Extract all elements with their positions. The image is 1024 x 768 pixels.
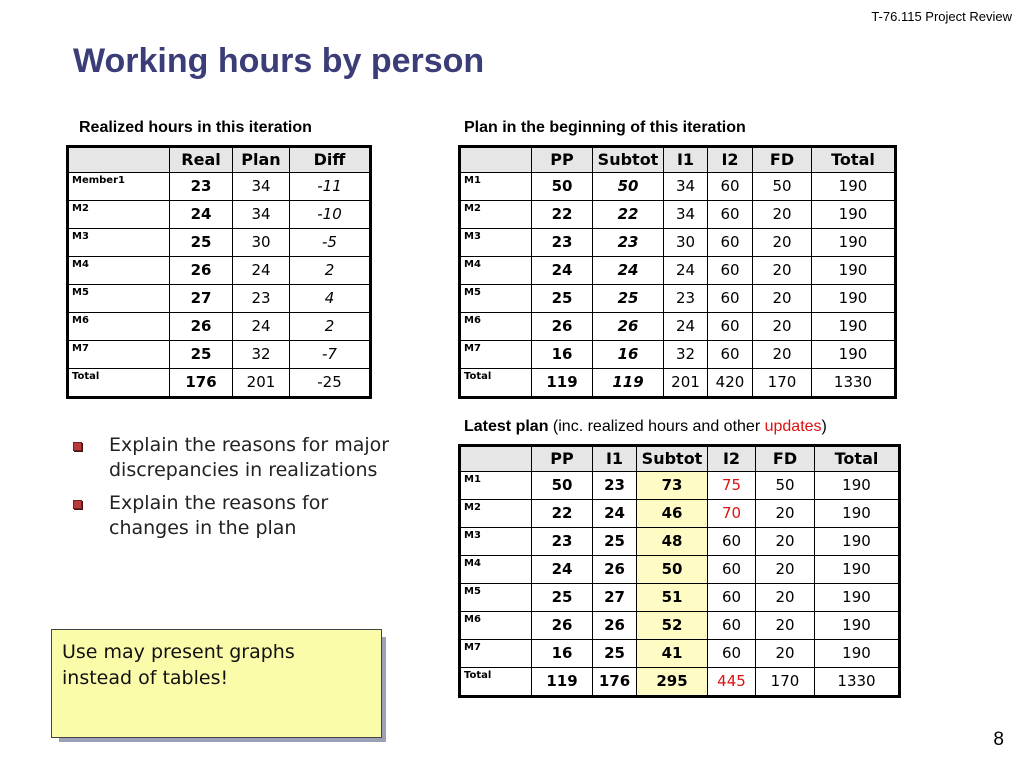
- cell-diff: 2: [290, 313, 371, 341]
- column-header: FD: [756, 446, 815, 472]
- row-label: Total: [68, 369, 170, 398]
- cell-plan: 201: [233, 369, 290, 398]
- column-header: PP: [532, 147, 593, 173]
- cell-plan: 23: [233, 285, 290, 313]
- cell-subtot: 48: [637, 528, 708, 556]
- table-row: [460, 612, 900, 640]
- cell-fd: 20: [756, 584, 815, 612]
- bullet-list: [73, 433, 403, 549]
- note-box: [51, 629, 382, 738]
- column-header: FD: [753, 147, 812, 173]
- row-label: M7: [460, 341, 532, 369]
- realized-caption: Realized hours in this iteration: [79, 119, 312, 136]
- row-label: Total: [460, 369, 532, 398]
- row-label: M2: [460, 500, 532, 528]
- table-row: [68, 313, 371, 341]
- square-bullet-icon: [73, 442, 82, 451]
- cell-fd: 20: [753, 341, 812, 369]
- column-header: I1: [664, 147, 708, 173]
- cell-pp: 23: [532, 528, 593, 556]
- row-label: M7: [68, 341, 170, 369]
- cell-total: 1330: [812, 369, 896, 398]
- cell-subtot: 16: [593, 341, 664, 369]
- column-header: Subtot: [593, 147, 664, 173]
- original-plan-caption: Plan in the beginning of this iteration: [464, 119, 746, 136]
- table-row: [68, 257, 371, 285]
- table-header-row: [460, 147, 896, 173]
- table-row: [460, 500, 900, 528]
- cell-pp: 50: [532, 472, 593, 500]
- cell-plan: 30: [233, 229, 290, 257]
- square-bullet-icon: [73, 500, 82, 509]
- cell-plan: 24: [233, 257, 290, 285]
- cell-fd: 20: [756, 556, 815, 584]
- cell-subtot: 73: [637, 472, 708, 500]
- cell-subtot: 26: [593, 313, 664, 341]
- table-header-row: [68, 147, 371, 173]
- cell-i1: 30: [664, 229, 708, 257]
- cell-fd: 20: [756, 500, 815, 528]
- cell-total: 190: [815, 556, 900, 584]
- column-header: PP: [532, 446, 593, 472]
- cell-plan: 24: [233, 313, 290, 341]
- row-label: M6: [460, 612, 532, 640]
- cell-i1: 34: [664, 173, 708, 201]
- column-header: Plan: [233, 147, 290, 173]
- cell-i2: 70: [708, 500, 756, 528]
- cell-i2: 60: [708, 528, 756, 556]
- cell-total: 190: [815, 472, 900, 500]
- cell-i2: 60: [708, 341, 753, 369]
- row-label: M2: [460, 201, 532, 229]
- cell-i1: 23: [664, 285, 708, 313]
- table-row: [68, 201, 371, 229]
- latest-plan-caption: [464, 418, 827, 436]
- cell-i2: 60: [708, 229, 753, 257]
- cell-total: 190: [812, 173, 896, 201]
- cell-fd: 20: [753, 257, 812, 285]
- row-label: M5: [460, 285, 532, 313]
- cell-fd: 50: [756, 472, 815, 500]
- table-row: [68, 341, 371, 369]
- cell-real: 24: [170, 201, 233, 229]
- row-label: M7: [460, 640, 532, 668]
- cell-fd: 20: [753, 313, 812, 341]
- cell-i1: 25: [593, 528, 637, 556]
- cell-i2: 60: [708, 556, 756, 584]
- realized-hours-table: [66, 145, 372, 399]
- cell-i2: 60: [708, 201, 753, 229]
- cell-total: 190: [815, 640, 900, 668]
- cell-fd: 20: [753, 285, 812, 313]
- row-label: M4: [460, 257, 532, 285]
- cell-i2: 75: [708, 472, 756, 500]
- bullet-text: Explain the reasons for major discrepancies in realizations: [109, 434, 390, 481]
- table-row: [460, 257, 896, 285]
- cell-fd: 50: [753, 173, 812, 201]
- cell-subtot: 46: [637, 500, 708, 528]
- cell-plan: 34: [233, 173, 290, 201]
- table-row: [68, 369, 371, 398]
- cell-real: 26: [170, 313, 233, 341]
- cell-pp: 119: [532, 668, 593, 697]
- course-reference: T-76.115 Project Review: [871, 9, 1012, 24]
- cell-fd: 170: [753, 369, 812, 398]
- column-header: Diff: [290, 147, 371, 173]
- cell-i2: 60: [708, 285, 753, 313]
- cell-subtot: 41: [637, 640, 708, 668]
- cell-pp: 24: [532, 556, 593, 584]
- column-header: I2: [708, 147, 753, 173]
- row-label: M1: [460, 472, 532, 500]
- table-row: [68, 285, 371, 313]
- cell-real: 27: [170, 285, 233, 313]
- cell-subtot: 22: [593, 201, 664, 229]
- table-row: [460, 341, 896, 369]
- cell-total: 190: [815, 612, 900, 640]
- cell-subtot: 52: [637, 612, 708, 640]
- cell-total: 190: [815, 528, 900, 556]
- cell-fd: 20: [756, 528, 815, 556]
- corner-cell: [460, 446, 532, 472]
- cell-total: 190: [812, 285, 896, 313]
- cell-i2: 60: [708, 173, 753, 201]
- cell-real: 26: [170, 257, 233, 285]
- corner-cell: [68, 147, 170, 173]
- cell-fd: 20: [756, 612, 815, 640]
- cell-i1: 32: [664, 341, 708, 369]
- cell-fd: 20: [756, 640, 815, 668]
- row-label: M5: [68, 285, 170, 313]
- cell-i2: 60: [708, 257, 753, 285]
- cell-diff: -11: [290, 173, 371, 201]
- cell-real: 176: [170, 369, 233, 398]
- cell-pp: 119: [532, 369, 593, 398]
- row-label: M3: [460, 528, 532, 556]
- cell-pp: 26: [532, 313, 593, 341]
- cell-total: 1330: [815, 668, 900, 697]
- table-row: [460, 528, 900, 556]
- cell-pp: 22: [532, 500, 593, 528]
- cell-i1: 34: [664, 201, 708, 229]
- latest-plan-caption-updates: updates: [764, 418, 822, 435]
- table-row: [460, 556, 900, 584]
- cell-fd: 20: [753, 229, 812, 257]
- table-row: [460, 313, 896, 341]
- cell-subtot: 50: [593, 173, 664, 201]
- slide-title: Working hours by person: [73, 42, 485, 80]
- cell-i1: 24: [593, 500, 637, 528]
- cell-i2: 420: [708, 369, 753, 398]
- cell-i1: 25: [593, 640, 637, 668]
- cell-diff: -5: [290, 229, 371, 257]
- column-header: I1: [593, 446, 637, 472]
- cell-i2: 60: [708, 640, 756, 668]
- cell-real: 25: [170, 341, 233, 369]
- row-label: M2: [68, 201, 170, 229]
- cell-diff: -7: [290, 341, 371, 369]
- cell-fd: 170: [756, 668, 815, 697]
- cell-i1: 26: [593, 556, 637, 584]
- cell-total: 190: [815, 500, 900, 528]
- row-label: M6: [460, 313, 532, 341]
- cell-total: 190: [812, 313, 896, 341]
- table-row: [460, 285, 896, 313]
- cell-subtot: 50: [637, 556, 708, 584]
- column-header: I2: [708, 446, 756, 472]
- cell-subtot: 25: [593, 285, 664, 313]
- table-row: [68, 173, 371, 201]
- cell-subtot: 119: [593, 369, 664, 398]
- cell-total: 190: [812, 257, 896, 285]
- cell-pp: 16: [532, 341, 593, 369]
- cell-pp: 16: [532, 640, 593, 668]
- cell-i1: 23: [593, 472, 637, 500]
- table-header-row: [460, 446, 900, 472]
- bullet-item: [73, 491, 403, 541]
- cell-subtot: 23: [593, 229, 664, 257]
- row-label: Total: [460, 668, 532, 697]
- table-row: [460, 201, 896, 229]
- cell-i1: 201: [664, 369, 708, 398]
- row-label: M5: [460, 584, 532, 612]
- cell-pp: 26: [532, 612, 593, 640]
- cell-i1: 27: [593, 584, 637, 612]
- column-header: Subtot: [637, 446, 708, 472]
- column-header: Total: [812, 147, 896, 173]
- cell-plan: 32: [233, 341, 290, 369]
- cell-subtot: 51: [637, 584, 708, 612]
- table-row: [68, 229, 371, 257]
- cell-pp: 23: [532, 229, 593, 257]
- cell-diff: 4: [290, 285, 371, 313]
- cell-diff: -10: [290, 201, 371, 229]
- corner-cell: [460, 147, 532, 173]
- table-row: [460, 584, 900, 612]
- cell-i2: 60: [708, 612, 756, 640]
- table-row: [460, 472, 900, 500]
- column-header: Real: [170, 147, 233, 173]
- cell-i1: 24: [664, 313, 708, 341]
- row-label: M1: [460, 173, 532, 201]
- cell-total: 190: [812, 341, 896, 369]
- table-row: [460, 668, 900, 697]
- table-row: [460, 173, 896, 201]
- latest-plan-caption-mid: (inc. realized hours and other: [548, 418, 765, 435]
- row-label: M4: [460, 556, 532, 584]
- latest-plan-caption-bold: Latest plan: [464, 418, 549, 435]
- cell-total: 190: [812, 229, 896, 257]
- cell-i1: 24: [664, 257, 708, 285]
- cell-pp: 22: [532, 201, 593, 229]
- cell-i2: 445: [708, 668, 756, 697]
- page-number: 8: [993, 729, 1004, 750]
- cell-fd: 20: [753, 201, 812, 229]
- latest-plan-caption-end: ): [821, 418, 827, 435]
- row-label: Member1: [68, 173, 170, 201]
- cell-diff: -25: [290, 369, 371, 398]
- note-text: Use may present graphs instead of tables!: [62, 641, 295, 689]
- cell-subtot: 295: [637, 668, 708, 697]
- cell-i1: 26: [593, 612, 637, 640]
- cell-subtot: 24: [593, 257, 664, 285]
- cell-real: 25: [170, 229, 233, 257]
- column-header: Total: [815, 446, 900, 472]
- table-row: [460, 369, 896, 398]
- table-row: [460, 640, 900, 668]
- bullet-item: [73, 433, 403, 483]
- cell-real: 23: [170, 173, 233, 201]
- row-label: M4: [68, 257, 170, 285]
- cell-total: 190: [815, 584, 900, 612]
- original-plan-table: [458, 145, 897, 399]
- cell-pp: 24: [532, 257, 593, 285]
- row-label: M3: [68, 229, 170, 257]
- table-row: [460, 229, 896, 257]
- latest-plan-table: [458, 444, 901, 698]
- cell-i2: 60: [708, 313, 753, 341]
- row-label: M3: [460, 229, 532, 257]
- cell-i1: 176: [593, 668, 637, 697]
- cell-pp: 25: [532, 584, 593, 612]
- bullet-text: Explain the reasons for changes in the plan: [109, 492, 329, 539]
- cell-i2: 60: [708, 584, 756, 612]
- cell-diff: 2: [290, 257, 371, 285]
- cell-plan: 34: [233, 201, 290, 229]
- cell-pp: 50: [532, 173, 593, 201]
- cell-total: 190: [812, 201, 896, 229]
- row-label: M6: [68, 313, 170, 341]
- cell-pp: 25: [532, 285, 593, 313]
